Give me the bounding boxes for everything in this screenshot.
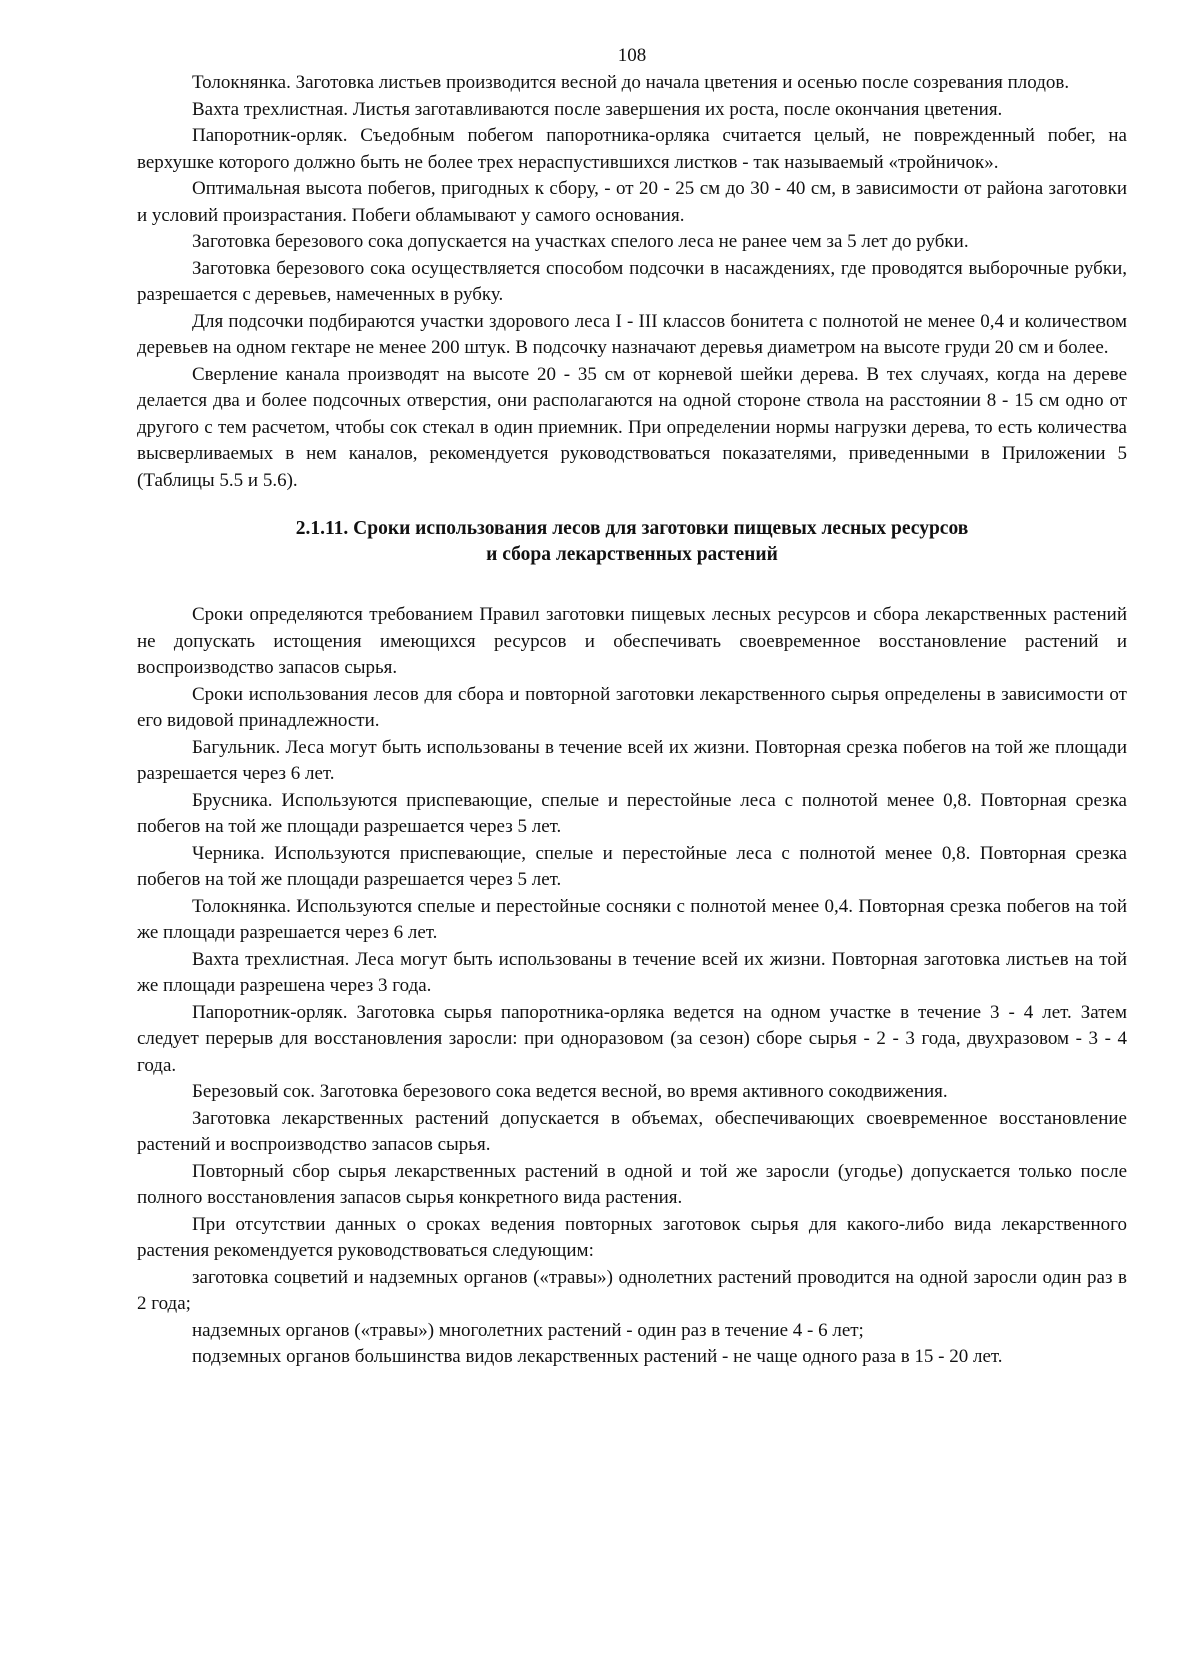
section-heading-line: 2.1.11. Сроки использования лесов для заготовки пищевых лесных ресурсов: [295, 518, 969, 539]
section-heading-line: и сбора лекарственных растений: [486, 544, 778, 565]
document-page: [137, 44, 1127, 1371]
paragraph: Папоротник-орляк. Съедобным побегом папоротника-орляка считается целый, не поврежденный побег, на верхушке которого должно быть не более трех нераспустившихся листков - так называемый «тройничок».: [137, 125, 1127, 173]
paragraph: Сверление канала производят на высоте 20 - 35 см от корневой шейки дерева. В тех случаях, когда на дереве делается два и более подсочных отверстия, они располагаются на одной стороне ствола на расстоянии 8 - 15 см одно от другого с тем расчетом, чтобы сок стекал в один приемник. При определении нормы нагрузки дерева, то есть количества высверливаемых в нем каналов, рекомендуется руководствоваться показателями, приведенными в Приложении 5 (Таблицы 5.5 и 5.6).: [137, 363, 1127, 491]
page-number: 108: [617, 45, 647, 66]
paragraph: Березовый сок. Заготовка березового сока ведется весной, во время активного сокодвижения.: [192, 1081, 948, 1102]
paragraph: Толокнянка. Используются спелые и перестойные сосняки с полнотой менее 0,4. Повторная срезка побегов на той же площади разрешается через 6 лет.: [137, 895, 1127, 943]
section-intro: [137, 70, 1127, 494]
paragraph: Вахта трехлистная. Леса могут быть использованы в течение всей их жизни. Повторная заготовка листьев на той же площади разрешена через 3 года.: [137, 948, 1127, 996]
paragraph: Папоротник-орляк. Заготовка сырья папоротника-орляка ведется на одном участке в течение 3 - 4 лет. Затем следует перерыв для восстановления заросли: при одноразовом (за сезон) сборе сырья - 2 - 3 года, двухразовом - 3 - 4 года.: [137, 1001, 1127, 1076]
paragraph: Заготовка лекарственных растений допускается в объемах, обеспечивающих своевременное восстановление растений и воспроизводство запасов сырья.: [137, 1107, 1127, 1155]
paragraph: подземных органов большинства видов лекарственных растений - не чаще одного раза в 15 - 20 лет.: [192, 1346, 1003, 1367]
paragraph: Оптимальная высота побегов, пригодных к сбору, - от 20 - 25 см до 30 - 40 см, в зависимости от района заготовки и условий произрастания. Побеги обламывают у самого основания.: [137, 178, 1127, 226]
paragraph: Брусника. Используются приспевающие, спелые и перестойные леса с полнотой менее 0,8. Повторная срезка побегов на той же площади разрешается через 5 лет.: [137, 789, 1127, 837]
paragraph: При отсутствии данных о сроках ведения повторных заготовок сырья для какого-либо вида лекарственного растения рекомендуется руководствоваться следующим:: [137, 1213, 1127, 1261]
paragraph: Сроки использования лесов для сбора и повторной заготовки лекарственного сырья определены в зависимости от его видовой принадлежности.: [137, 683, 1127, 731]
paragraph: Сроки определяются требованием Правил заготовки пищевых лесных ресурсов и сбора лекарственных растений не допускать истощения имеющихся ресурсов и обеспечивать своевременное восстановление растений и воспроизводство запасов сырья.: [137, 604, 1127, 678]
paragraph: надземных органов («травы») многолетних растений - один раз в течение 4 - 6 лет;: [192, 1319, 864, 1341]
paragraph: Заготовка березового сока осуществляется способом подсочки в насаждениях, где проводятся выборочные рубки, разрешается с деревьев, намеченных в рубку.: [137, 257, 1127, 305]
paragraph: заготовка соцветий и надземных органов («травы») однолетних растений проводится на одной заросли один раз в 2 года;: [137, 1266, 1127, 1314]
paragraph: Черника. Используются приспевающие, спелые и перестойные леса с полнотой менее 0,8. Повторная срезка побегов на той же площади разрешается через 5 лет.: [137, 842, 1127, 890]
paragraph: Вахта трехлистная. Листья заготавливаются после завершения их роста, после окончания цветения.: [192, 98, 1003, 120]
paragraph: Повторный сбор сырья лекарственных растений в одной и той же заросли (угодье) допускается только после полного восстановления запасов сырья конкретного вида растения.: [137, 1160, 1127, 1208]
section-terms: [137, 602, 1127, 1371]
paragraph: Для подсочки подбираются участки здорового леса I - III классов бонитета с полнотой не менее 0,4 и количеством деревьев на одном гектаре не менее 200 штук. В подсочку назначают деревья диаметром на высоте груди 20 см и более.: [137, 310, 1127, 358]
paragraph: Толокнянка. Заготовка листьев производится весной до начала цветения и осенью после созревания плодов.: [192, 72, 1070, 93]
paragraph: Багульник. Леса могут быть использованы в течение всей их жизни. Повторная срезка побегов на той же площади разрешается через 6 лет.: [137, 736, 1127, 784]
paragraph: Заготовка березового сока допускается на участках спелого леса не ранее чем за 5 лет до рубки.: [192, 231, 969, 252]
section-heading: [137, 516, 1127, 568]
